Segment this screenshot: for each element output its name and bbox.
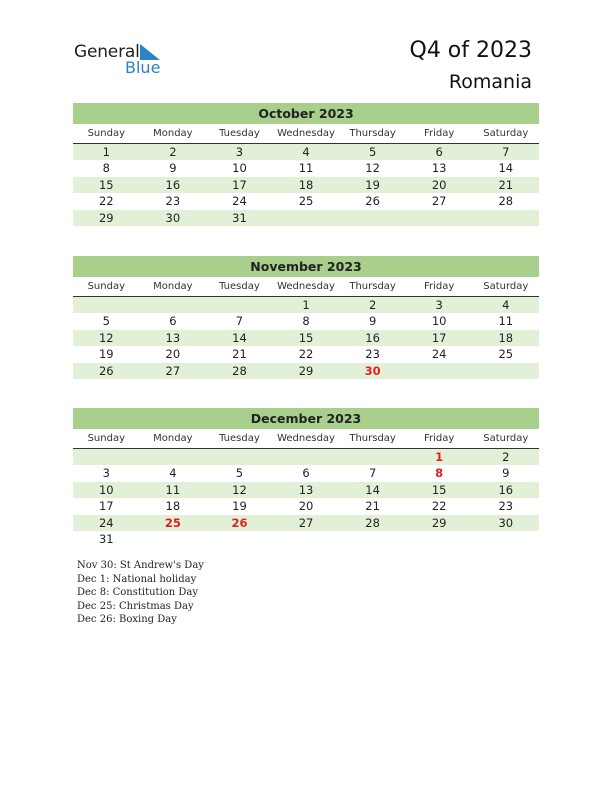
weekday-label: Sunday xyxy=(87,433,125,444)
weekday-label: Friday xyxy=(424,128,455,139)
day-cell: 16 xyxy=(498,482,514,497)
holiday-day-cell: 30 xyxy=(364,363,381,378)
weekday-label: Friday xyxy=(424,281,455,292)
week-row xyxy=(73,144,539,160)
week-row xyxy=(73,346,539,362)
day-cell xyxy=(472,531,539,547)
weekday-label: Saturday xyxy=(483,433,529,444)
week-row xyxy=(73,177,539,193)
week-row xyxy=(73,531,539,547)
day-cell xyxy=(206,297,273,313)
week-row xyxy=(73,160,539,176)
day-cell: 9 xyxy=(368,314,377,329)
week-row xyxy=(73,363,539,379)
weekday-label: Tuesday xyxy=(219,433,260,444)
day-cell: 19 xyxy=(98,347,114,362)
weekday-label: Monday xyxy=(153,281,193,292)
day-cell xyxy=(339,531,406,547)
holiday-day-cell: 8 xyxy=(435,466,444,481)
day-cell: 4 xyxy=(502,298,510,312)
day-cell: 27 xyxy=(431,194,447,209)
day-cell: 6 xyxy=(435,145,443,159)
day-cell: 20 xyxy=(298,499,314,514)
logo-word-blue: Blue xyxy=(125,58,161,77)
day-cell: 25 xyxy=(498,347,514,362)
day-cell: 13 xyxy=(298,482,314,497)
month-title: November 2023 xyxy=(73,256,539,277)
day-cell: 30 xyxy=(165,210,181,225)
day-cell: 27 xyxy=(165,363,181,378)
day-cell: 17 xyxy=(431,330,447,345)
weekday-label: Friday xyxy=(424,433,455,444)
day-cell: 4 xyxy=(302,145,310,159)
week-row xyxy=(73,449,539,465)
day-cell: 26 xyxy=(98,363,114,378)
day-cell: 11 xyxy=(165,482,181,497)
weekday-label: Sunday xyxy=(87,128,125,139)
weekday-label: Wednesday xyxy=(277,281,335,292)
day-cell xyxy=(339,210,406,226)
week-row xyxy=(73,482,539,498)
month-december xyxy=(73,408,539,547)
day-cell: 24 xyxy=(232,194,247,209)
day-cell: 9 xyxy=(502,466,510,481)
day-cell: 1 xyxy=(302,298,310,312)
weekday-label: Monday xyxy=(153,433,193,444)
holiday-note: Dec 8: Constitution Day xyxy=(77,587,199,599)
day-cell: 12 xyxy=(98,330,114,345)
day-cell: 19 xyxy=(232,499,247,514)
weekday-label: Wednesday xyxy=(277,128,335,139)
day-cell xyxy=(140,297,207,313)
day-cell: 28 xyxy=(498,194,514,209)
day-cell: 29 xyxy=(98,210,114,225)
day-cell: 16 xyxy=(365,330,380,345)
generalblue-logo xyxy=(74,42,174,78)
weekday-label: Saturday xyxy=(483,128,529,139)
day-cell: 19 xyxy=(365,177,380,192)
weekday-label: Monday xyxy=(153,128,193,139)
day-cell: 12 xyxy=(365,161,380,176)
day-cell: 13 xyxy=(431,161,447,176)
day-cell: 17 xyxy=(232,177,247,192)
day-cell: 11 xyxy=(498,314,514,329)
day-cell xyxy=(73,297,140,313)
day-cell: 12 xyxy=(232,482,247,497)
day-cell xyxy=(206,449,273,465)
day-cell: 7 xyxy=(368,466,377,481)
day-cell xyxy=(140,531,207,547)
holiday-notes xyxy=(77,559,204,627)
day-cell: 23 xyxy=(365,347,380,362)
day-cell xyxy=(206,531,273,547)
day-cell: 23 xyxy=(498,499,514,514)
day-cell: 22 xyxy=(98,194,114,209)
day-cell xyxy=(339,449,406,465)
day-cell: 8 xyxy=(302,314,310,329)
day-cell: 17 xyxy=(98,499,114,514)
weekday-label: Tuesday xyxy=(219,128,260,139)
day-cell: 4 xyxy=(169,466,177,481)
day-cell xyxy=(472,363,539,379)
holiday-note: Dec 25: Christmas Day xyxy=(77,600,194,612)
weekday-label: Thursday xyxy=(349,281,396,292)
logo-word-general: General xyxy=(74,42,140,62)
day-cell: 31 xyxy=(98,531,114,546)
day-cell: 28 xyxy=(232,363,247,378)
weekday-label: Tuesday xyxy=(219,281,260,292)
day-cell: 31 xyxy=(232,210,247,225)
day-cell: 21 xyxy=(232,347,247,362)
weekday-label: Wednesday xyxy=(277,433,335,444)
week-grid xyxy=(73,449,539,547)
day-cell: 14 xyxy=(498,161,514,176)
country-name: Romania xyxy=(448,71,532,93)
day-cell: 30 xyxy=(498,515,514,530)
day-cell: 9 xyxy=(169,161,177,176)
day-cell: 1 xyxy=(102,145,110,159)
day-cell: 15 xyxy=(431,482,447,497)
day-cell xyxy=(273,531,340,547)
day-cell: 6 xyxy=(169,314,177,329)
weekday-label: Thursday xyxy=(349,128,396,139)
weekday-label: Saturday xyxy=(483,281,529,292)
day-cell: 16 xyxy=(165,177,181,192)
week-row xyxy=(73,465,539,481)
day-cell: 20 xyxy=(431,177,447,192)
day-cell: 24 xyxy=(98,515,114,530)
day-cell: 23 xyxy=(165,194,181,209)
day-cell: 29 xyxy=(298,363,314,378)
day-cell xyxy=(273,449,340,465)
day-cell: 2 xyxy=(169,145,177,159)
weekday-header-row xyxy=(73,279,539,297)
day-cell: 27 xyxy=(298,515,314,530)
day-cell: 7 xyxy=(235,314,244,329)
day-cell: 18 xyxy=(298,177,314,192)
month-october xyxy=(73,103,539,226)
holiday-day-cell: 1 xyxy=(435,450,444,464)
day-cell xyxy=(140,449,207,465)
day-cell: 13 xyxy=(165,330,181,345)
day-cell: 25 xyxy=(298,194,314,209)
day-cell xyxy=(406,363,473,379)
page-title: Q4 of 2023 xyxy=(409,38,532,63)
holiday-note: Nov 30: St Andrew's Day xyxy=(77,560,204,571)
day-cell: 18 xyxy=(498,330,514,345)
holiday-day-cell: 26 xyxy=(231,515,248,530)
day-cell: 10 xyxy=(232,161,247,176)
day-cell: 21 xyxy=(498,177,514,192)
weekday-label: Sunday xyxy=(87,281,125,292)
week-row xyxy=(73,193,539,209)
day-cell: 20 xyxy=(165,347,181,362)
day-cell: 15 xyxy=(298,330,314,345)
month-title: December 2023 xyxy=(73,408,539,429)
week-grid xyxy=(73,144,539,226)
holiday-note: Dec 1: National holiday xyxy=(77,573,197,585)
day-cell: 22 xyxy=(431,499,447,514)
day-cell: 8 xyxy=(102,161,110,176)
month-title: October 2023 xyxy=(73,103,539,124)
day-cell: 18 xyxy=(165,499,181,514)
day-cell xyxy=(273,210,340,226)
day-cell: 14 xyxy=(365,482,380,497)
week-row xyxy=(73,313,539,329)
day-cell xyxy=(406,210,473,226)
weekday-label: Thursday xyxy=(349,433,396,444)
day-cell: 29 xyxy=(431,515,447,530)
day-cell: 21 xyxy=(365,499,380,514)
day-cell: 14 xyxy=(232,330,247,345)
week-row xyxy=(73,330,539,346)
day-cell: 24 xyxy=(431,347,447,362)
weekday-header-row xyxy=(73,431,539,449)
day-cell: 5 xyxy=(368,145,377,159)
day-cell: 10 xyxy=(98,482,114,497)
weekday-header-row xyxy=(73,126,539,144)
day-cell: 7 xyxy=(502,145,510,159)
day-cell: 15 xyxy=(98,177,114,192)
day-cell: 3 xyxy=(235,145,244,159)
day-cell: 6 xyxy=(302,466,310,481)
week-row xyxy=(73,297,539,313)
week-row xyxy=(73,515,539,531)
day-cell xyxy=(406,531,473,547)
month-november xyxy=(73,256,539,379)
day-cell: 2 xyxy=(502,450,510,464)
week-row xyxy=(73,210,539,226)
holiday-day-cell: 25 xyxy=(164,515,181,530)
day-cell: 2 xyxy=(368,298,377,312)
day-cell: 11 xyxy=(298,161,314,176)
day-cell: 26 xyxy=(365,194,380,209)
day-cell: 22 xyxy=(298,347,314,362)
day-cell: 3 xyxy=(435,298,443,312)
day-cell xyxy=(472,210,539,226)
day-cell: 5 xyxy=(102,314,110,329)
day-cell: 3 xyxy=(102,466,110,481)
day-cell: 10 xyxy=(431,314,447,329)
holiday-note: Dec 26: Boxing Day xyxy=(77,614,177,626)
week-row xyxy=(73,498,539,514)
day-cell xyxy=(73,449,140,465)
day-cell: 5 xyxy=(235,466,244,481)
day-cell: 28 xyxy=(365,515,380,530)
week-grid xyxy=(73,297,539,379)
